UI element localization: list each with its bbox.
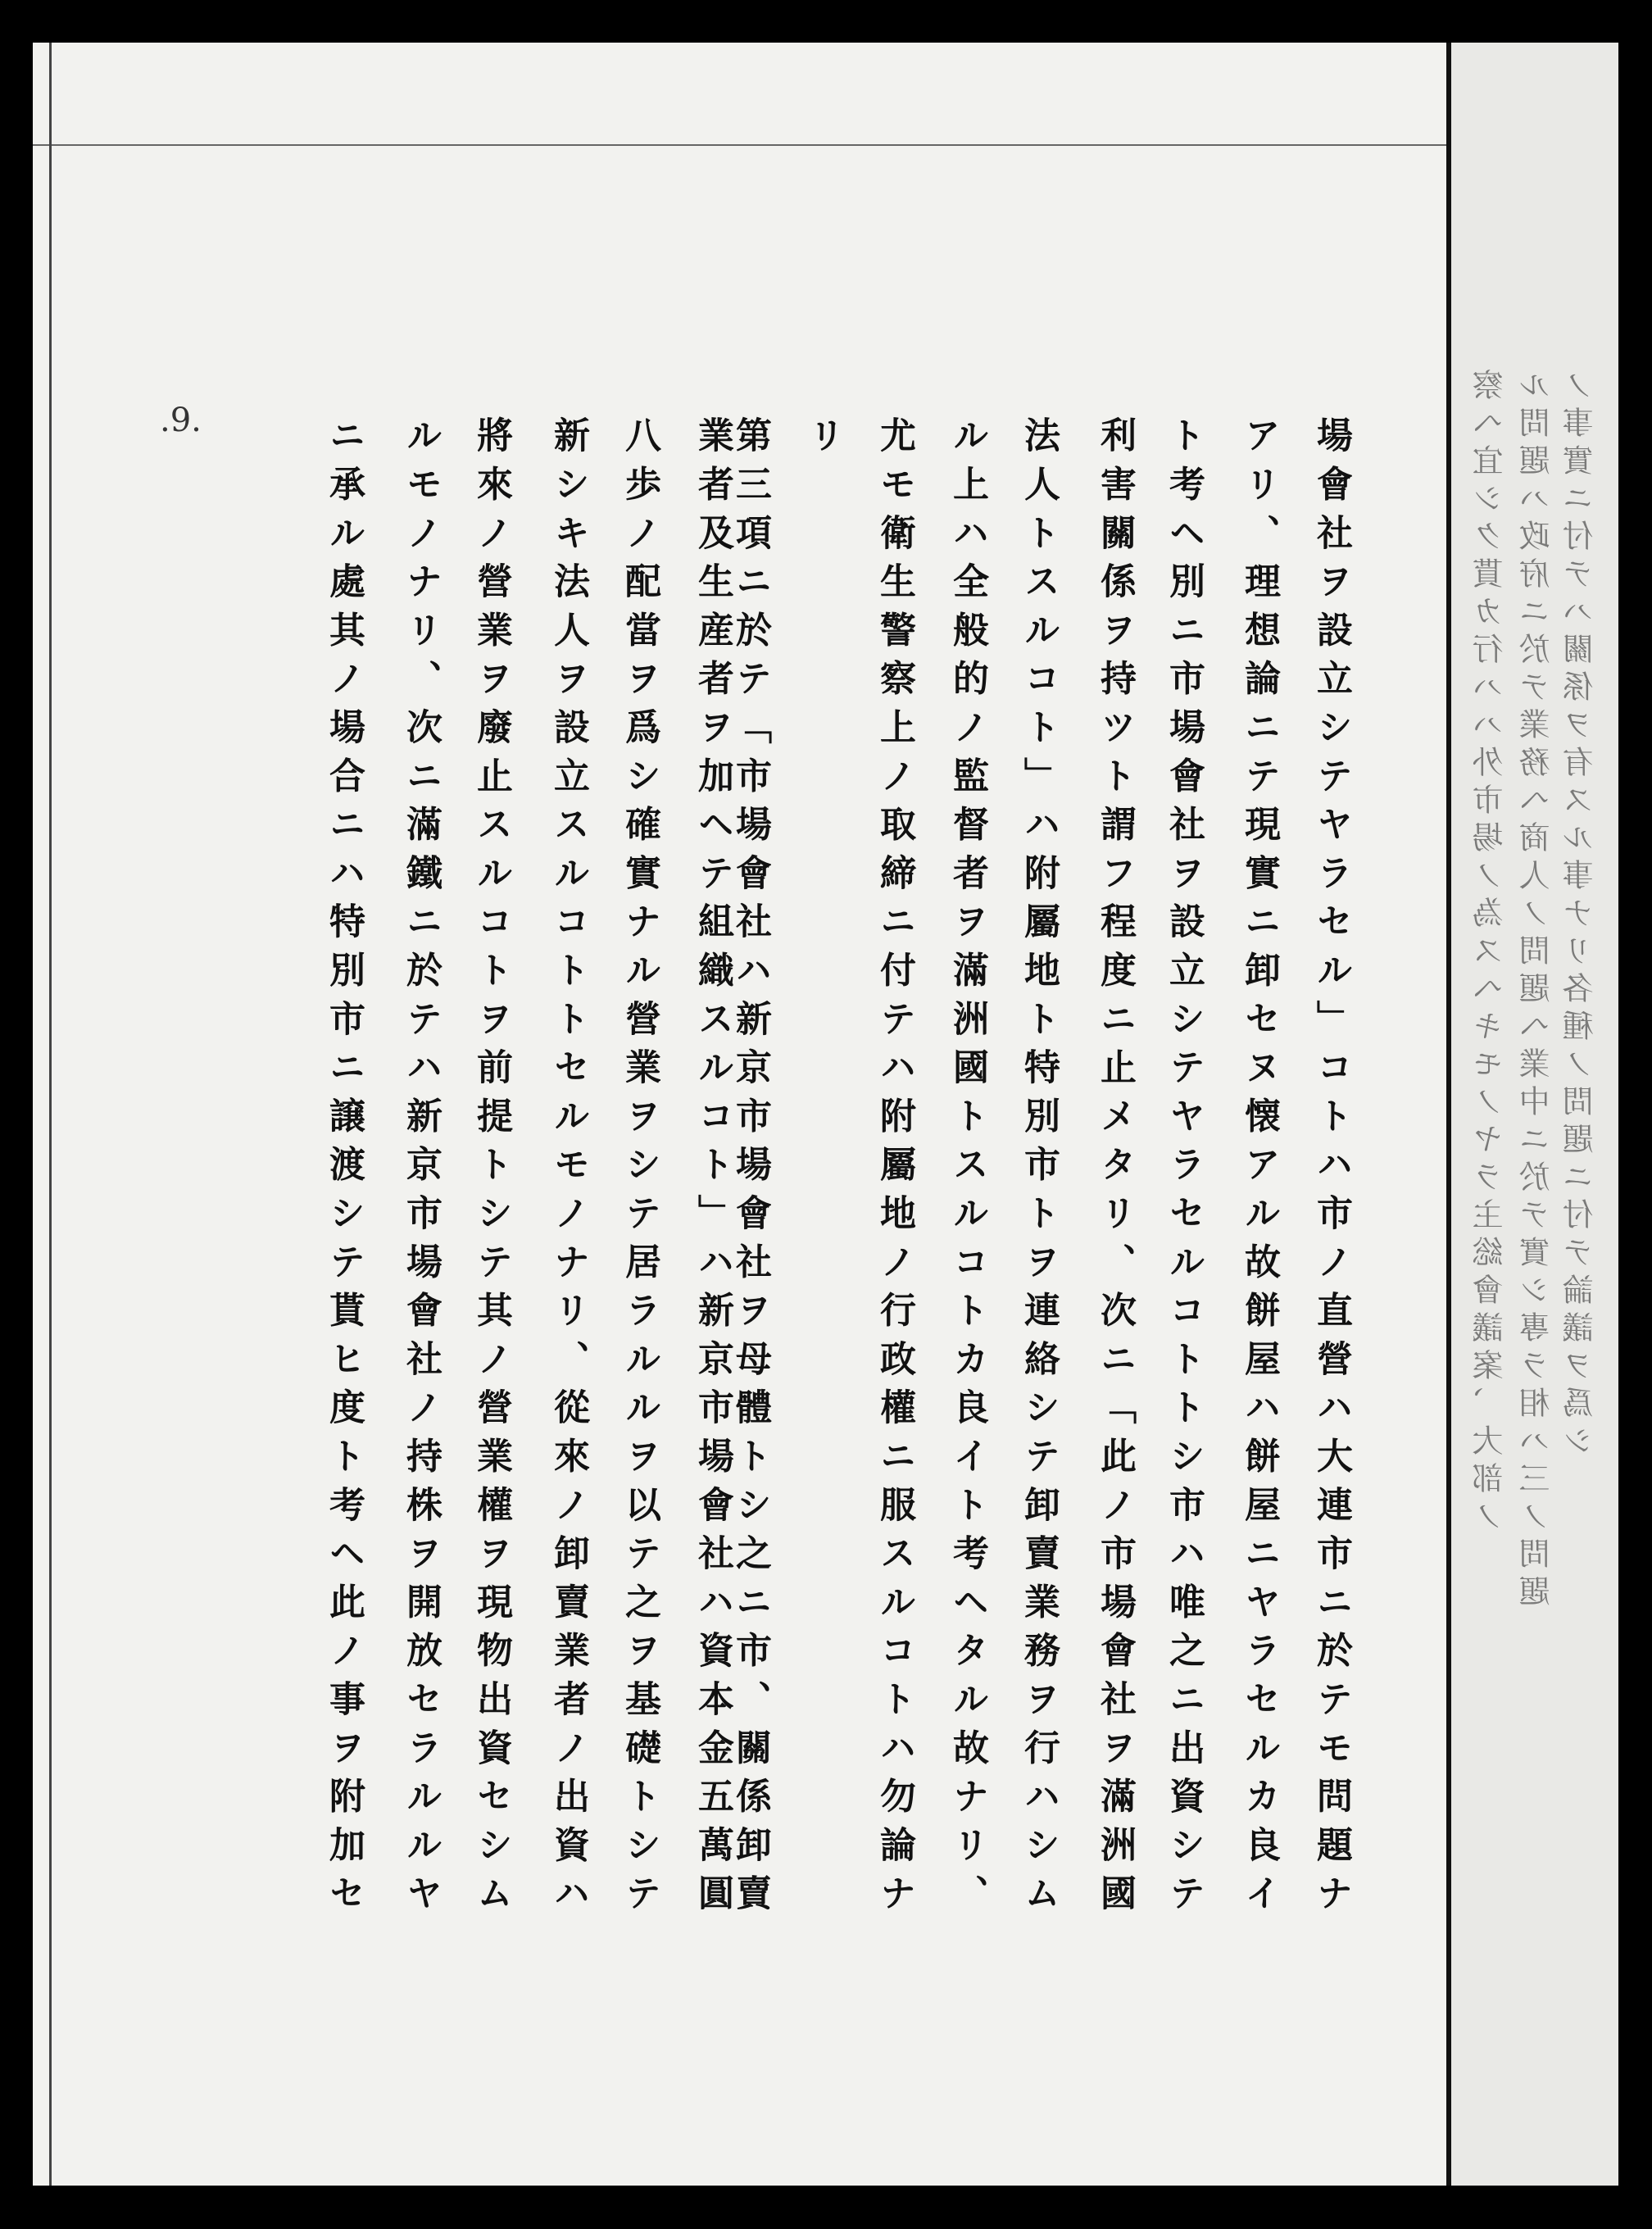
text-column: 將來ノ營業ヲ廢止スルコトヲ前提トシテ其ノ營業權ヲ現物出資セシム [470, 416, 512, 1923]
text-column: ニ承ル處其ノ場合ニハ特別市ニ譲渡シテ貰ヒ度ト考ヘ此ノ事ヲ附加セ [323, 416, 365, 1923]
text-column: ルモノナリ、次ニ滿鐵ニ於テハ新京市場會社ノ持株ヲ開放セラルルヤ [400, 416, 442, 1923]
text-column: 第三項ニ於テ「市場會社ハ新京市場會社ヲ母體トシ之ニ市、關係卸賣 [729, 416, 771, 1923]
text-column: ル上ハ全般的ノ監督者ヲ滿洲國トスルコトカ良イト考ヘタル故ナリ、 [946, 416, 988, 1923]
text-column: ト考ヘ別ニ市場會社ヲ設立シテヤラセルコトトシ市ハ唯之ニ出資シテ [1163, 416, 1205, 1923]
top-rule [33, 144, 1446, 146]
text-column: 新シキ法人ヲ設立スルコトトセルモノナリ、從來ノ卸賣業者ノ出資ハ [547, 416, 589, 1923]
bleed-through-text: 察ヘ宜シク貰カ行ハハ外市場ノ為スヘキモノヤラ主総會議案、大部ノ [1473, 369, 1509, 1537]
text-column: 利害關係ヲ持ツト謂フ程度ニ止メタリ、次ニ「此ノ市場會社ヲ滿洲國 [1094, 416, 1136, 1923]
text-column: 八歩ノ配當ヲ爲シ確實ナル營業ヲシテ居ラルルヲ以テ之ヲ基礎トシテ [619, 416, 660, 1923]
text-column: 尤モ衛生警察上ノ取締ニ付テハ附屬地ノ行政權ニ服スルコトハ勿論ナ [874, 416, 915, 1923]
text-column: 法人トスルコト」ハ附屬地ト特別市トヲ連絡シテ卸賣業務ヲ行ハシム [1018, 416, 1060, 1923]
page-number: .9. [160, 402, 202, 439]
scan-edge [1618, 43, 1652, 2186]
bleed-through-text: ル問題ハ政府ニ於テ業務ヘ商人ノ問題ヘ業中ニ於テ實シ專ラ相ハ三ノ問題 [1519, 369, 1555, 1613]
text-column: 業者及生産者ヲ加ヘテ組織スルコト」ハ新京市場會社ハ資本金五萬圓 [692, 416, 733, 1923]
text-column: 場會社ヲ設立シテヤラセル」コトハ市ノ直營ハ大連市ニ於テモ問題ナ [1310, 416, 1352, 1923]
text-column: リ [802, 416, 844, 465]
bleed-through-text: ノ事實ニ付テハ關係ヲ有スル事ナリ各種ノ問題ニ付テ論議ヲ爲シ [1563, 369, 1599, 1462]
left-margin-rule [49, 43, 52, 2186]
text-column: アリ、理想論ニテ現實ニ卸セヌ懐アル故餅屋ハ餅屋ニヤラセルカ良イ [1238, 416, 1280, 1923]
